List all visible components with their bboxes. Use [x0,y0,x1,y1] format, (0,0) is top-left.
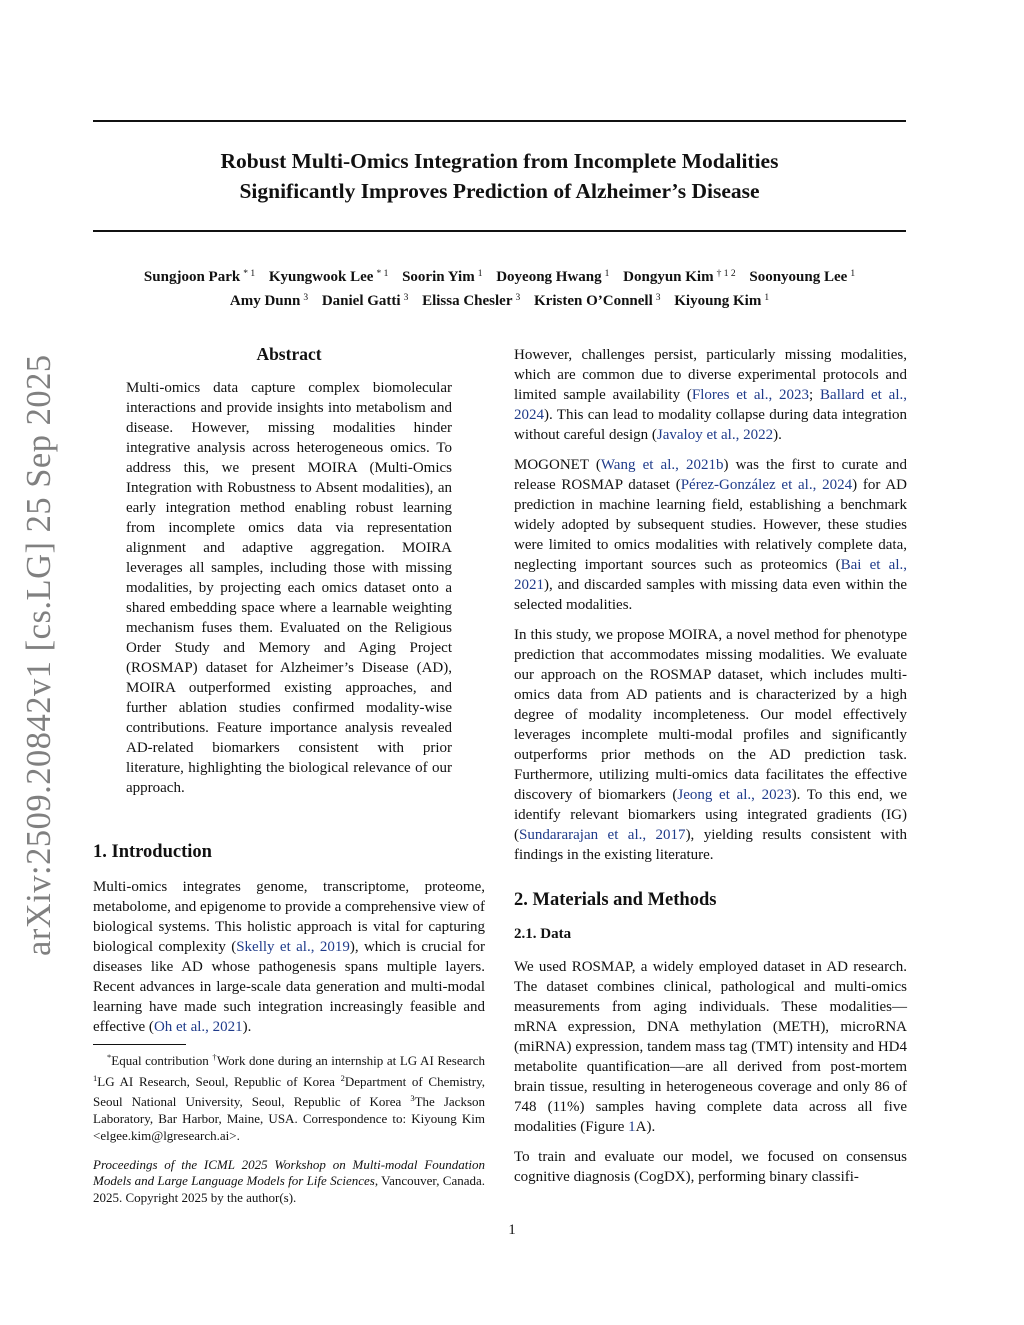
author-line-2 [93,288,906,312]
citation-link[interactable]: Bai et al., 2021 [514,557,908,593]
citation-link[interactable]: Sundararajan et al., 2017 [519,827,686,843]
author: Amy Dunn $^3$ [229,293,309,309]
proceedings-note: Proceedings of the ICML 2025 Workshop on Multi-modal Foundation Models and Large Language Models for Life Sciences, Vancouver, Canada. 2025. Copyright 2025 by the author(s). [93,1156,485,1205]
abstract-heading: Abstract [256,344,322,364]
abstract-body [126,378,452,798]
citation-link[interactable]: Wang et al., 2021b [600,457,724,473]
figure-link[interactable]: 1 [628,1119,636,1135]
challenges-paragraph: However, challenges persist, particularly missing modalities, which are common due to diverse experimental protocols and limited sample availability (Flores et al., 2023; Ballard et al., 2024). This can lead to modality collapse during data integration without careful design (Javaloy et al., 2022). [514,347,907,443]
data-paragraph: We used ROSMAP, a widely employed dataset in AD research. The dataset combines clinical, pathological and multi-omics measurements from aging individuals. These modalities—mRNA expression, DNA methylation (METH), microRNA (miRNA) expression, tandem mass tag (TMT) intensity and HD4 metabolite quantification—are all derived from post-mortem brain tissue, resulting in heterogeneous coverage and only 86 of 748 (11%) samples having complete data across all five modalities (Figure 1A). [514,959,907,1135]
study-paragraph: In this study, we propose MOIRA, a novel method for phenotype prediction that accommodates missing modalities. We evaluate our approach on the ROSMAP dataset, which includes multi-omics data from AD patients and is characterized by a high degree of modality incompleteness. Our model effectively leverages incomplete multi-modal profiles and significantly outperforms prior methods on the AD prediction task. Furthermore, utilizing multi-omics data facilitates the effective discovery of biomarkers (Jeong et al., 2023). To this end, we identify relevant biomarkers using integrated gradients (IG) (Sundararajan et al., 2017), yielding results consistent with findings in the existing literature. [514,627,907,863]
citation-link[interactable]: Javaloy et al., 2022 [656,427,774,443]
affiliations-footnote: *Equal contribution †Work done during an internship at LG AI Research $^1$LG AI Research, Seoul, Republic of Korea $^2$Department of Chemistry, Seoul National University, Seoul, Republic of Korea $^3$The Jackson Laboratory, Bar Harbor, Maine, USA. Correspondence to: Kiyoung Kim <elgee.kim@lgresearch.ai>. [93,1052,486,1143]
author: Elissa Chesler $^3$ [422,293,521,309]
intro-paragraph: Multi-omics integrates genome, transcriptome, proteome, metabolome, and epigenome to provide a comprehensive view of biological systems. This holistic approach is vital for capturing biological complexity (Skelly et al., 2019), which is crucial for diseases like AD whose pathogenesis spans multiple layers. Recent advances in large-scale data generation and multi-modal learning have made such integration increasingly feasible and effective (Oh et al., 2021). [93,879,486,1035]
author: Dongyun Kim $^{\dagger 1 2}$ [623,269,736,285]
introduction-body [93,877,485,1037]
arxiv-identifier: arXiv:2509.20842v1 [cs.LG] 25 Sep 2025 [20,354,58,956]
introduction-heading: 1. Introduction [93,842,212,862]
citation-link[interactable]: Pérez-González et al., 2024 [680,477,853,493]
citation-link[interactable]: Oh et al., 2021 [153,1019,243,1035]
author: Soonyoung Lee $^1$ [749,269,856,285]
author: Soorin Yim $^1$ [402,269,483,285]
data-subheading: 2.1. Data [514,926,572,942]
training-paragraph: To train and evaluate our model, we focused on consensus cognitive diagnosis (CogDX), performing binary classifi- [514,1149,907,1185]
footnote [93,1049,485,1207]
paper-title [93,146,906,206]
abstract-text: Multi-omics data capture complex biomolecular interactions and provide insights into metabolism and disease. However, missing modalities hinder integrative analysis across heterogeneous omics. To address this, we present MOIRA (Multi-Omics Integration with Robustness to Absent modalities), an early integration method enabling robust learning from incomplete omics data via representation alignment and adaptive aggregation. MOIRA leverages all samples, including those with missing modalities, by projecting each omics dataset onto a shared embedding space where a learnable weighting mechanism fuses them. Evaluated on the Religious Order Study and Memory and Aging Project (ROSMAP) dataset for Alzheimer’s Disease (AD), MOIRA outperformed existing approaches, and further ablation studies confirmed modality-wise contributions. Feature importance analysis revealed AD-related biomarkers consistent with prior literature, highlighting the biological relevance of our approach. [126,380,452,796]
citation-link[interactable]: Flores et al., 2023 [691,387,810,403]
author: Daniel Gatti $^3$ [321,293,409,309]
title-line-2: Significantly Improves Prediction of Alzheimer’s Disease [239,179,760,203]
author: Sungjoon Park $^{* 1}$ [143,269,256,285]
mogonet-paragraph: MOGONET (Wang et al., 2021b) was the first to curate and release ROSMAP dataset (Pérez-González et al., 2024) for AD prediction in machine learning field, establishing a benchmark widely adopted by subsequent studies. However, these studies were limited to omics modalities with relatively complete data, neglecting important sources such as proteomics (Bai et al., 2021), and discarded samples with missing data even within the selected modalities. [514,457,908,613]
page-number: 1 [508,1222,516,1238]
author: Kiyoung Kim $^1$ [674,293,770,309]
author: Kristen O’Connell $^3$ [534,293,661,309]
author-list [93,264,906,312]
footnote-rule [93,1044,186,1045]
citation-link[interactable]: Jeong et al., 2023 [677,787,792,803]
author: Kyungwook Lee $^{* 1}$ [268,269,389,285]
title-top-rule [93,120,906,122]
right-column-text [514,345,907,865]
data-section-text [514,957,907,1187]
title-bottom-rule [93,230,906,232]
author-line-1 [93,264,906,288]
citation-link[interactable]: Skelly et al., 2019 [236,939,350,955]
materials-methods-heading: 2. Materials and Methods [514,890,717,910]
author: Doyeong Hwang $^1$ [496,269,610,285]
title-line-1: Robust Multi-Omics Integration from Incomplete Modalities [220,149,779,173]
citation-link[interactable]: Ballard et al., 2024 [514,387,907,423]
